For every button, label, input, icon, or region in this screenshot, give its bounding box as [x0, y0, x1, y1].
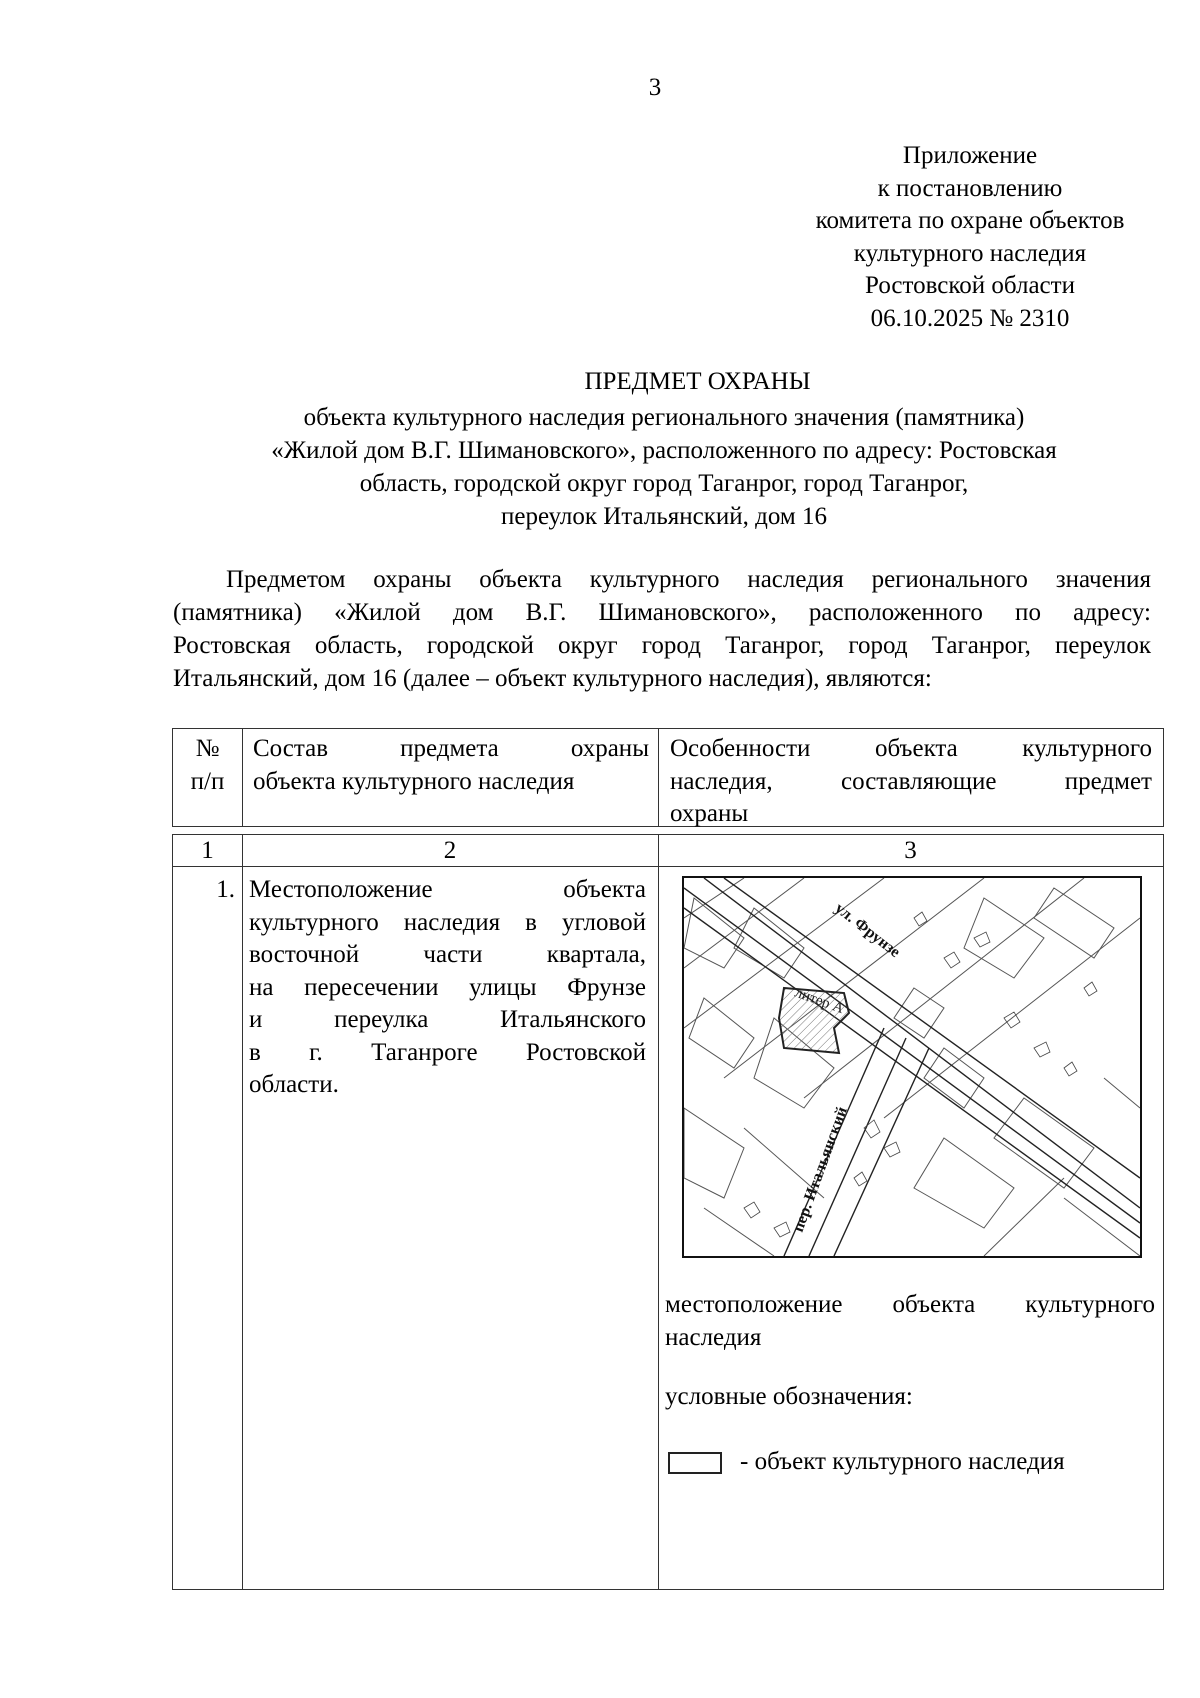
legend-swatch-icon	[668, 1452, 722, 1474]
legend-title	[665, 1381, 913, 1414]
caption-line: наследия	[665, 1323, 762, 1351]
header-text: Особенности объекта культурного	[670, 735, 1152, 762]
composition-line: культурного наследия в угловой	[249, 908, 646, 936]
document-subtitle	[160, 401, 1168, 533]
column-divider	[242, 835, 243, 1589]
subtitle-line: переулок Итальянский, дом 16	[501, 503, 827, 530]
header-number-cell	[173, 733, 242, 798]
legend-item	[668, 1446, 1065, 1479]
legend-item-text: - объект культурного наследия	[740, 1448, 1065, 1475]
intro-line: Итальянский, дом 16 (далее – объект культурного наследия), являются:	[173, 665, 932, 692]
page-number: 3	[648, 74, 662, 101]
annex-line: к постановлению	[877, 174, 1063, 202]
map-noise	[744, 912, 1097, 1237]
subtitle-line: «Жилой дом В.Г. Шимановского», расположенного по адресу: Ростовская	[271, 437, 1057, 464]
annex-date-number: 06.10.2025 № 2310	[870, 304, 1070, 332]
intro-line: (памятника) «Жилой дом В.Г. Шимановского», расположенного по адресу:	[173, 599, 1151, 626]
annex-block	[770, 140, 1170, 335]
legend-title-text: условные обозначения:	[665, 1383, 913, 1410]
composition-line: и переулка Итальянского	[249, 1006, 646, 1033]
intro-paragraph	[173, 563, 1151, 695]
building-label: литер А	[792, 984, 846, 1018]
map-drawing	[684, 878, 1140, 1256]
annex-line: Приложение	[902, 142, 1038, 169]
subtitle-line: область, городской округ город Таганрог, город Таганрог,	[359, 470, 969, 497]
column-divider	[658, 729, 659, 826]
map-parcels	[684, 878, 1140, 1256]
document-title: ПРЕДМЕТ ОХРАНЫ	[584, 368, 811, 395]
header-features-cell	[670, 733, 1152, 831]
header-text: Состав предмета охраны	[253, 735, 649, 762]
row-divider	[173, 866, 1163, 867]
column-number: 2	[443, 837, 457, 864]
row-number: 1.	[216, 876, 235, 903]
composition-line: восточной части квартала,	[249, 941, 646, 968]
intro-line: Ростовская область, городской округ город Таганрог, город Таганрог, переулок	[173, 632, 1151, 659]
composition-line: Местоположение объекта	[249, 876, 646, 903]
street-label: ул. Фрунзе	[831, 899, 904, 962]
column-number: 1	[201, 837, 214, 864]
composition-line: на пересечении улицы Фрунзе	[249, 973, 646, 1001]
lane-label: пер. Итальянский	[789, 1104, 851, 1235]
header-text: наследия, составляющие предмет	[670, 767, 1152, 795]
header-text: п/п	[190, 767, 225, 795]
location-map	[682, 876, 1142, 1258]
column-number: 3	[904, 837, 917, 864]
table-header	[172, 728, 1164, 827]
header-text: №	[195, 735, 220, 762]
column-divider	[242, 729, 243, 826]
header-text: охраны	[670, 800, 749, 827]
intro-line: Предметом охраны объекта культурного наследия регионального значения	[226, 566, 1151, 593]
caption-line: местоположение объекта культурного	[665, 1291, 1155, 1318]
header-text: объекта культурного наследия	[253, 767, 575, 795]
annex-line: Ростовской области	[865, 272, 1075, 299]
subtitle-line: объекта культурного наследия регионального значения (памятника)	[303, 404, 1025, 431]
annex-line: комитета по охране объектов	[815, 207, 1125, 234]
annex-line: культурного наследия	[853, 239, 1087, 267]
composition-line: области.	[249, 1071, 339, 1098]
map-caption	[665, 1289, 1155, 1354]
column-divider	[658, 835, 659, 1589]
map-streets	[684, 878, 1140, 1256]
composition-line: в г. Таганроге Ростовской	[249, 1038, 646, 1066]
header-composition-cell	[253, 733, 649, 798]
composition-cell	[249, 874, 646, 1102]
